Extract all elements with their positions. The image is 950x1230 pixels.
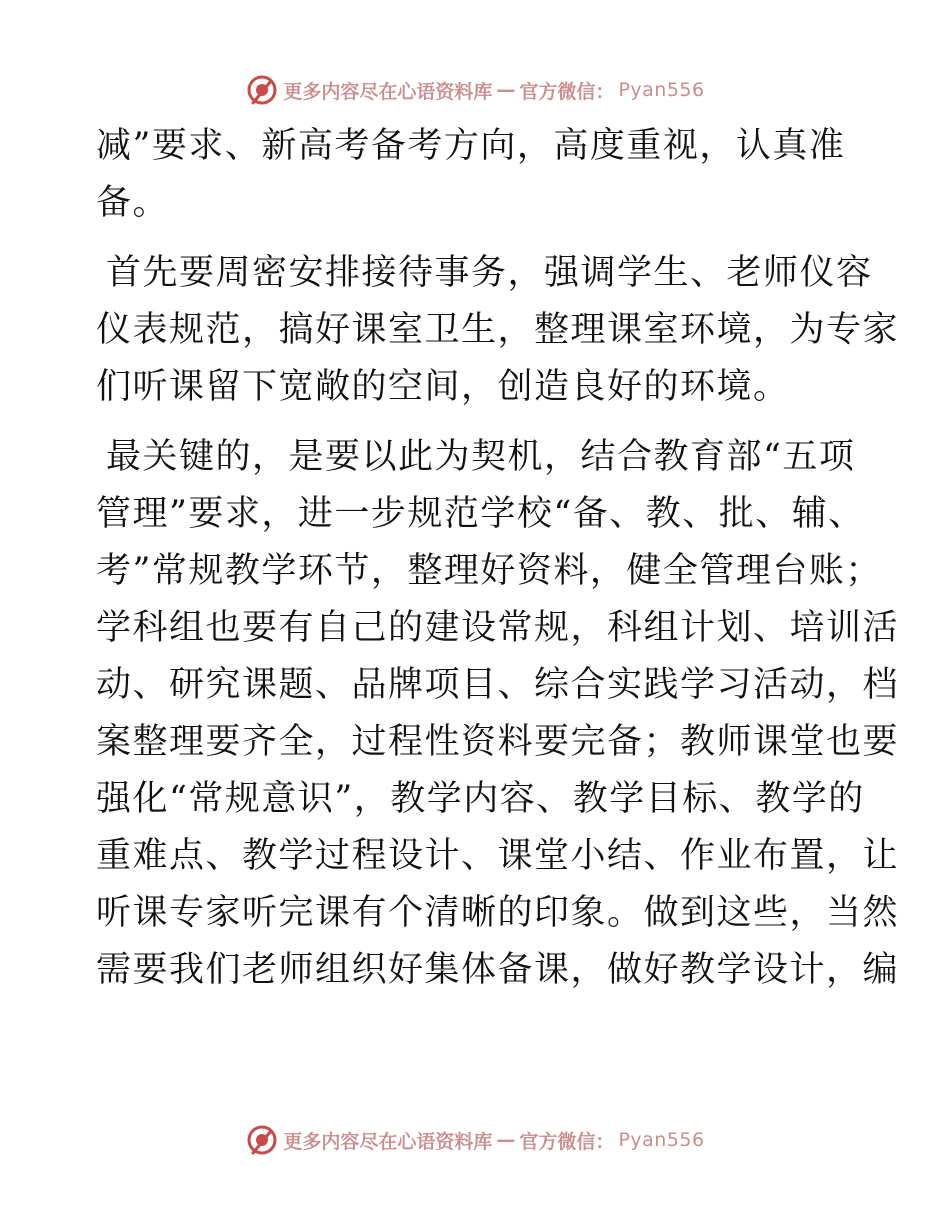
- text-line: 动、研究课题、品牌项目、综合实践学习活动，档: [96, 665, 900, 705]
- text-line: 减”要求、新高考备考方向，高度重视，认真准: [96, 126, 846, 166]
- watermark-account: Pyan556: [618, 1129, 705, 1151]
- text-line: 管理”要求，进一步规范学校“备、教、批、辅、: [96, 494, 865, 534]
- pen-logo-icon: [245, 1123, 279, 1157]
- watermark-account: Pyan556: [618, 79, 705, 101]
- document-body: [96, 118, 900, 1012]
- pen-logo-icon: [245, 73, 279, 107]
- watermark-separator: —: [496, 79, 516, 101]
- text-line: 仪表规范，搞好课室卫生，整理课室环境，为专家: [96, 310, 900, 350]
- watermark-wechat-label: 官方微信：: [519, 1130, 615, 1153]
- text-line: 重难点、教学过程设计、课堂小结、作业布置，让: [96, 836, 900, 876]
- text-line: 们听课留下宽敞的空间，创造良好的环境。: [96, 367, 790, 407]
- paragraph: [96, 429, 900, 999]
- watermark-brand-text: 更多内容尽在心语资料库: [283, 80, 493, 103]
- text-line: 学科组也要有自己的建设常规，科组计划、培训活: [96, 608, 900, 648]
- paragraph: [96, 245, 900, 416]
- text-line: 强化“常规意识”，教学内容、教学目标、教学的: [96, 779, 865, 819]
- text-line: 需要我们老师组织好集体备课，做好教学设计，编: [96, 950, 900, 990]
- footer-watermark: [0, 1120, 950, 1160]
- text-line: 备。: [96, 183, 170, 223]
- text-line: 听课专家听完课有个清晰的印象。做到这些，当然: [96, 893, 900, 933]
- text-line: 最关键的，是要以此为契机，结合教育部“五项: [106, 437, 856, 477]
- text-line: 案整理要齐全，过程性资料要完备；教师课堂也要: [96, 722, 900, 762]
- watermark-wechat-label: 官方微信：: [519, 80, 615, 103]
- paragraph: [96, 118, 856, 232]
- watermark-brand-text: 更多内容尽在心语资料库: [283, 1130, 493, 1153]
- text-line: 考”常规教学环节，整理好资料，健全管理台账；: [96, 551, 882, 591]
- text-line: 首先要周密安排接待事务，强调学生、老师仪容: [106, 253, 873, 293]
- watermark-separator: —: [496, 1129, 516, 1151]
- header-watermark: [0, 70, 950, 110]
